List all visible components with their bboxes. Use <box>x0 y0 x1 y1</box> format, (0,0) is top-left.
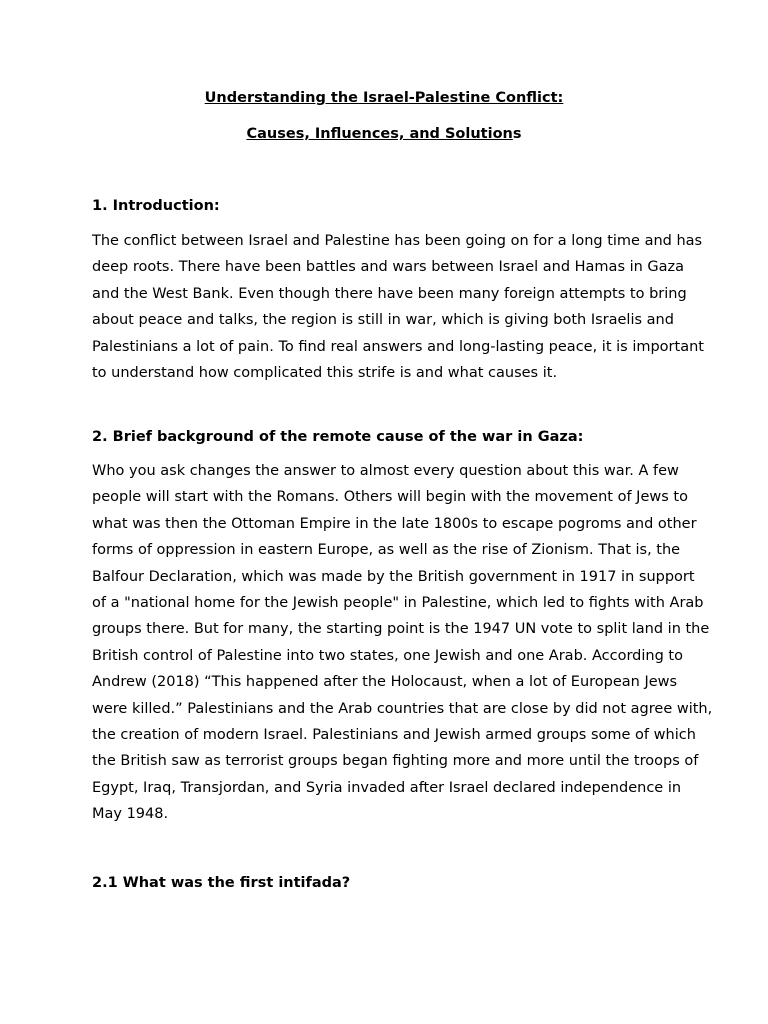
paragraph-line: of a "national home for the Jewish people" in Palestine, which led to fights with Arab <box>92 594 704 611</box>
paragraph-line: people will start with the Romans. Others will begin with the movement of Jews to <box>92 489 688 506</box>
paragraph-line: May 1948. <box>92 806 169 823</box>
paragraph-line: Andrew (2018) “This happened after the Holocaust, when a lot of European Jews <box>92 674 678 691</box>
section-paragraph-introduction <box>92 228 704 386</box>
section-heading-background: 2. Brief background of the remote cause of the war in Gaza: <box>92 429 584 445</box>
document-subtitle <box>0 124 768 144</box>
paragraph-line: the British saw as terrorist groups began fighting more and more until the troops of <box>92 753 699 770</box>
paragraph-line: what was then the Ottoman Empire in the late 1800s to escape pogroms and other <box>92 515 697 532</box>
subtitle-underlined: Causes, Influences, and Solution <box>246 126 513 142</box>
subtitle-tail: s <box>512 126 522 142</box>
paragraph-line: groups there. But for many, the starting point is the 1947 UN vote to split land in the <box>92 621 710 638</box>
paragraph-line: Palestinians a lot of pain. To find real answers and long-lasting peace, it is important <box>92 338 704 355</box>
paragraph-line: Balfour Declaration, which was made by the British government in 1917 in support <box>92 568 695 585</box>
paragraph-line: British control of Palestine into two states, one Jewish and one Arab. According to <box>92 647 683 664</box>
paragraph-line: the creation of modern Israel. Palestinians and Jewish armed groups some of which <box>92 726 696 743</box>
paragraph-line: Who you ask changes the answer to almost every question about this war. A few <box>92 463 679 479</box>
paragraph-line: about peace and talks, the region is still in war, which is giving both Israelis and <box>92 312 674 329</box>
paragraph-line: to understand how complicated this strife is and what causes it. <box>92 364 558 381</box>
paragraph-line: and the West Bank. Even though there have been many foreign attempts to bring <box>92 285 687 302</box>
section-heading-first-intifada: 2.1 What was the first intifada? <box>92 875 351 891</box>
paragraph-line: were killed.” Palestinians and the Arab countries that are close by did not agree with, <box>92 700 713 717</box>
title-line-1: Understanding the Israel-Palestine Conflict: <box>204 90 564 106</box>
document-title <box>0 88 768 108</box>
section-heading-introduction: 1. Introduction: <box>92 198 220 214</box>
paragraph-line: Egypt, Iraq, Transjordan, and Syria invaded after Israel declared independence in <box>92 779 682 796</box>
paragraph-line: The conflict between Israel and Palestine has been going on for a long time and has <box>92 233 703 249</box>
paragraph-line: forms of oppression in eastern Europe, as well as the rise of Zionism. That is, the <box>92 542 681 559</box>
section-paragraph-background <box>92 458 713 827</box>
paragraph-line: deep roots. There have been battles and wars between Israel and Hamas in Gaza <box>92 259 685 276</box>
